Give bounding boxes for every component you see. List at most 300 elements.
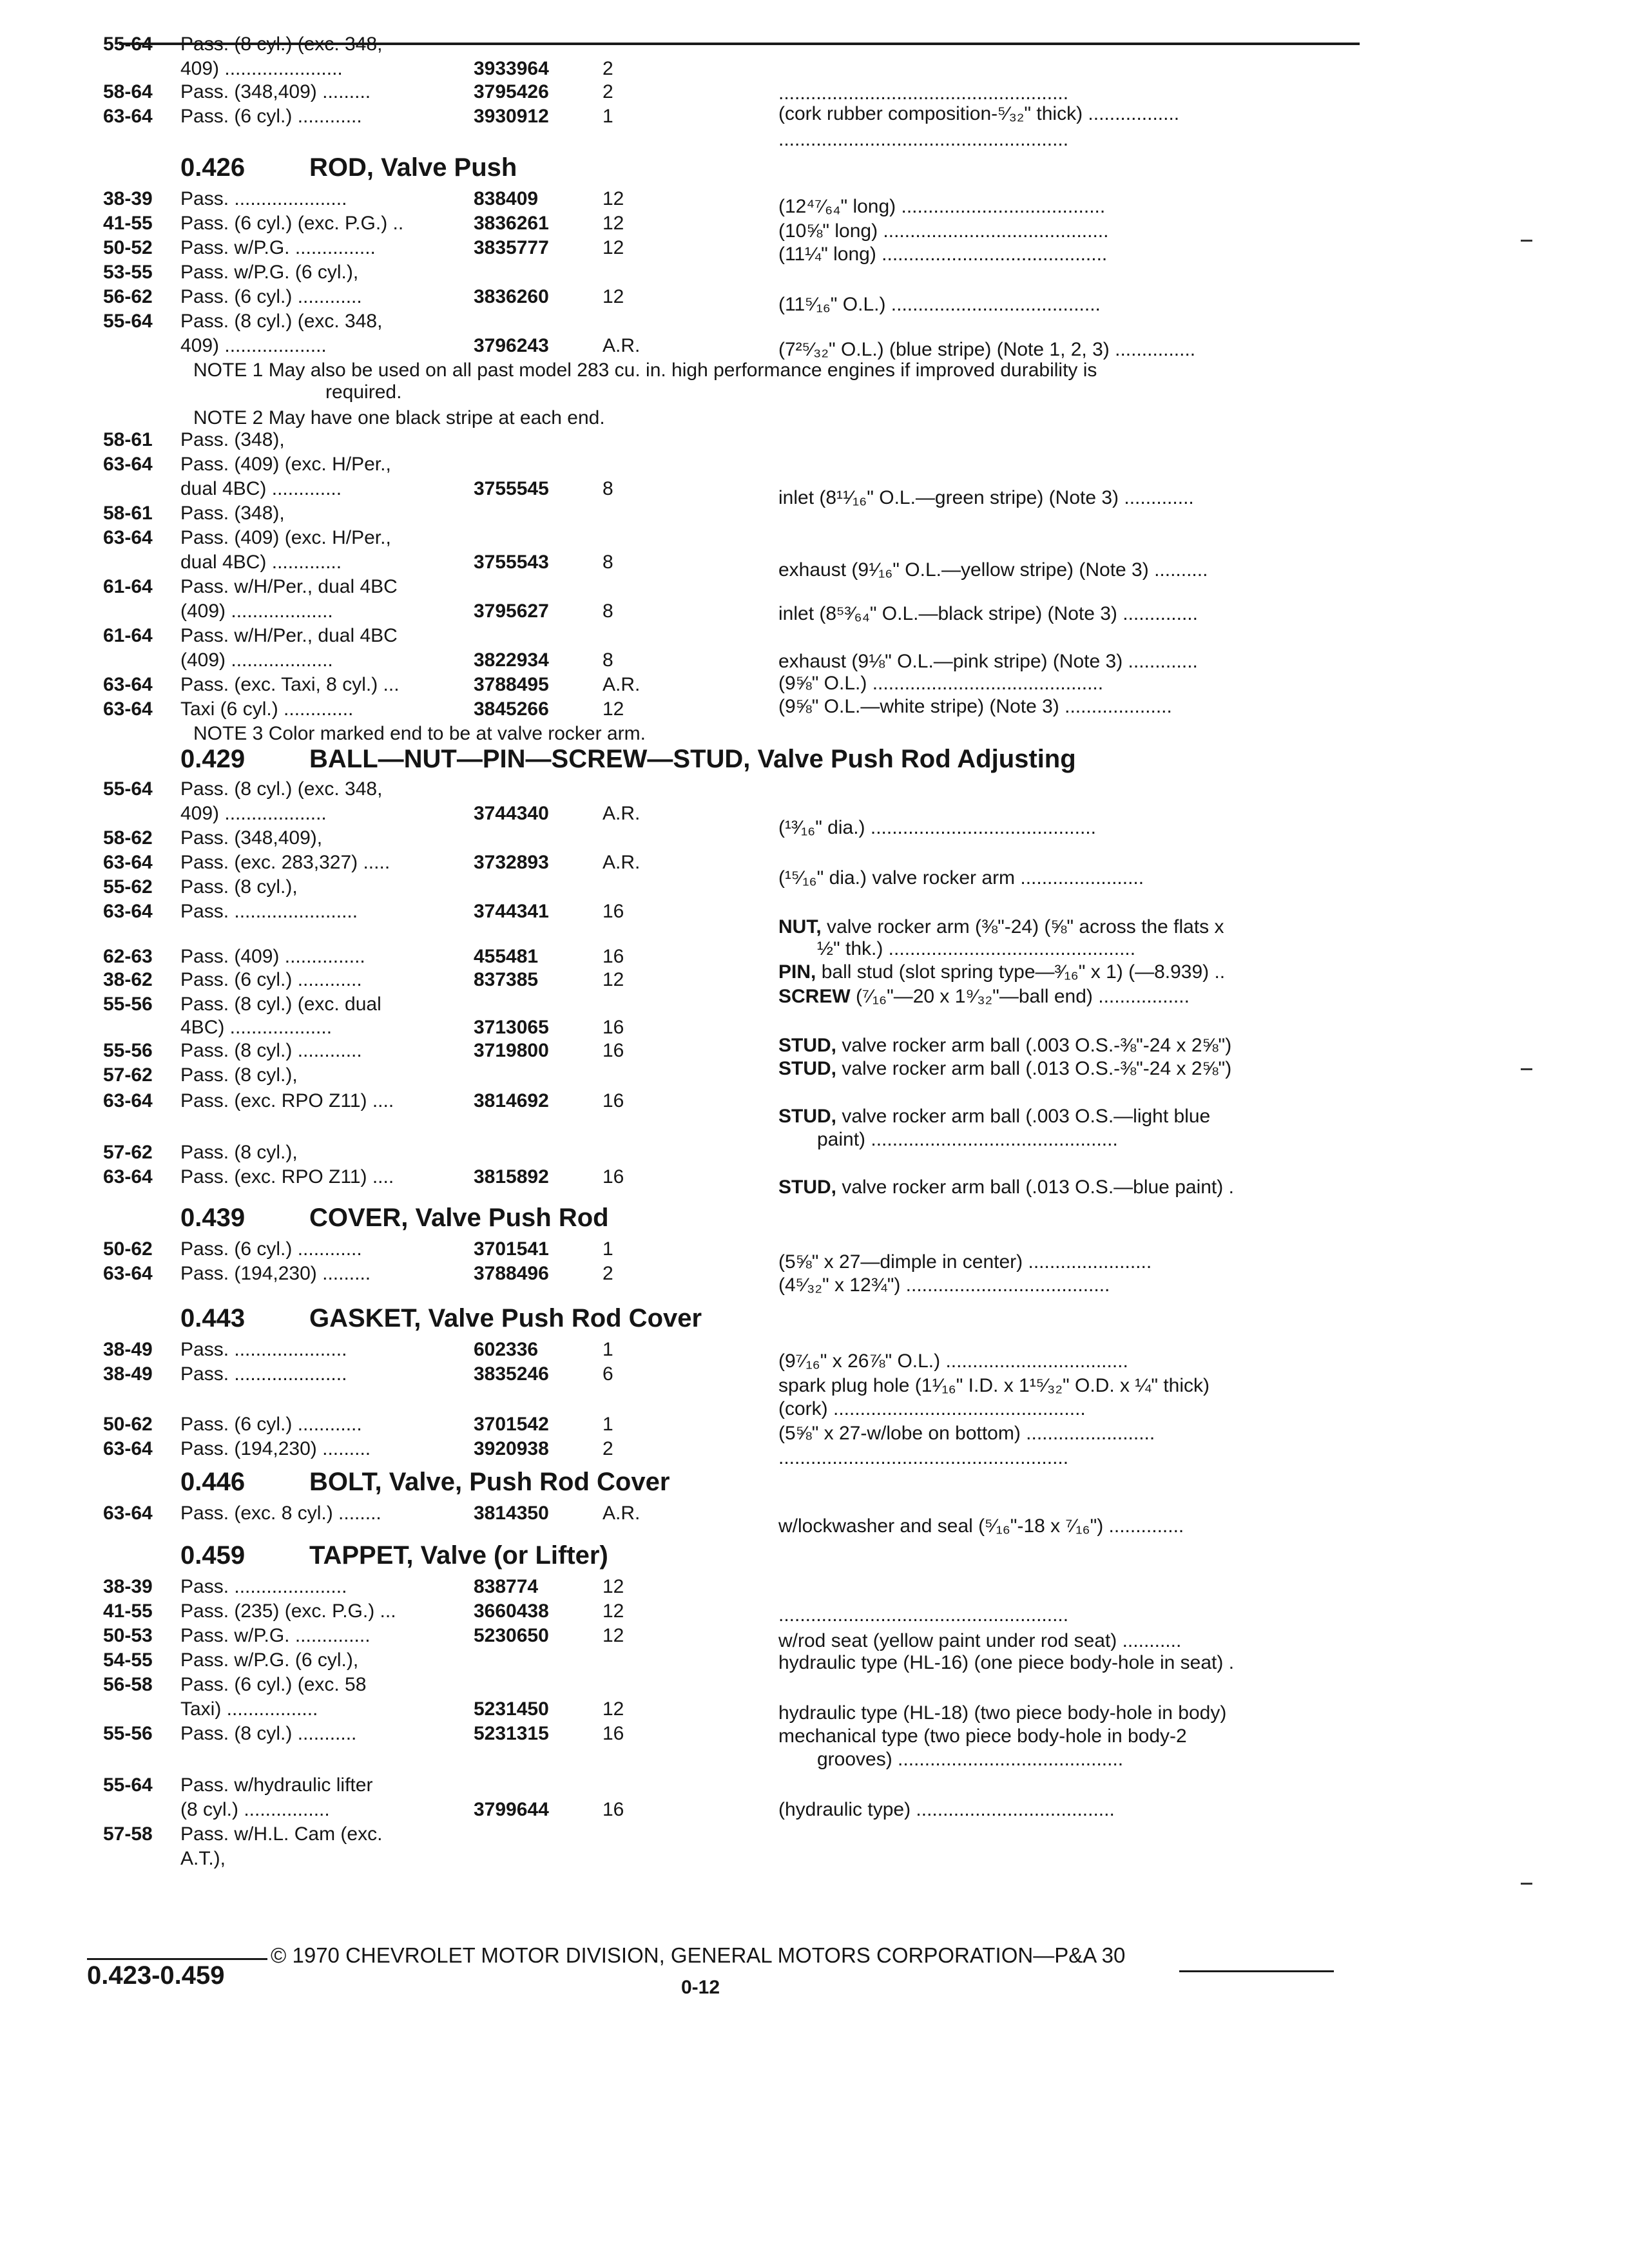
description-line: (5⅝" x 27-w/lobe on bottom) ........................ — [778, 1423, 1155, 1444]
part-number: 3795627 — [474, 601, 549, 622]
parts-row — [103, 1722, 747, 1746]
parts-row — [103, 187, 747, 211]
parts-row — [103, 309, 747, 334]
footer-copyright: © 1970 CHEVROLET MOTOR DIVISION, GENERAL MOTORS CORPORATION—P&A 30 — [271, 1943, 1126, 1967]
parts-row — [103, 1338, 747, 1362]
model-years: 63-64 — [103, 1263, 153, 1284]
section-code: 0.429 — [180, 745, 246, 773]
description-line — [778, 1057, 1231, 1081]
model-description: Pass. (6 cyl.) ............ — [180, 286, 362, 307]
description-keyword: SCREW — [778, 986, 851, 1007]
model-years: 63-64 — [103, 1438, 153, 1459]
quantity: 6 — [602, 1363, 613, 1385]
footer-section-range: 0.423-0.459 — [87, 1961, 225, 1990]
part-number: 602336 — [474, 1339, 539, 1360]
section-code: 0.443 — [180, 1304, 246, 1332]
model-description: Pass. (6 cyl.) (exc. 58 — [180, 1674, 367, 1695]
description-text: ball stud (slot spring type—³⁄₁₆" x 1) (—8.939) .. — [816, 961, 1226, 983]
model-description: Pass. w/P.G. (6 cyl.), — [180, 262, 359, 283]
quantity: 8 — [602, 552, 613, 573]
model-years: 55-64 — [103, 778, 153, 800]
model-years: 50-53 — [103, 1625, 153, 1646]
model-description: Pass. (6 cyl.) ............ — [180, 1414, 362, 1435]
section-heading — [103, 1300, 1327, 1336]
parts-row — [103, 992, 747, 1017]
parts-row — [103, 334, 747, 358]
parts-row — [103, 1237, 747, 1262]
description-line: paint) .............................................. — [817, 1129, 1118, 1150]
model-description: dual 4BC) ............. — [180, 552, 342, 573]
model-years: 57-58 — [103, 1823, 153, 1845]
model-years: 41-55 — [103, 213, 153, 234]
note-text: NOTE 2 May have one black stripe at each end. — [193, 407, 605, 428]
model-years: 63-64 — [103, 674, 153, 695]
parts-row — [103, 1437, 747, 1461]
description-line: inlet (8¹¹⁄₁₆" O.L.—green stripe) (Note 3) ............. — [778, 487, 1194, 508]
model-description: Pass. w/P.G. ............... — [180, 237, 376, 258]
parts-row — [103, 428, 747, 452]
parts-row — [103, 1063, 747, 1088]
quantity: 12 — [602, 237, 624, 258]
part-number: 3701541 — [474, 1238, 549, 1260]
model-years: 38-39 — [103, 188, 153, 209]
part-number: 838409 — [474, 188, 539, 209]
quantity: 16 — [602, 1166, 624, 1187]
quantity: 12 — [602, 286, 624, 307]
description-line: (7²⁵⁄₃₂" O.L.) (blue stripe) (Note 1, 2, 3) ............... — [778, 339, 1196, 360]
parts-row — [103, 899, 747, 924]
model-years: 53-55 — [103, 262, 153, 283]
model-description: Pass. (8 cyl.) (exc. 348, — [180, 34, 383, 55]
model-description: Pass. (348), — [180, 503, 285, 524]
quantity: 8 — [602, 649, 613, 671]
parts-row — [103, 648, 747, 673]
model-years: 38-62 — [103, 969, 153, 990]
model-years: 63-64 — [103, 852, 153, 873]
model-years: 38-49 — [103, 1339, 153, 1360]
parts-row — [103, 452, 747, 477]
parts-row — [103, 945, 747, 969]
quantity: A.R. — [602, 803, 641, 824]
model-years: 55-64 — [103, 311, 153, 332]
parts-row — [103, 599, 747, 624]
model-description: Pass. (8 cyl.), — [180, 1064, 298, 1086]
model-years: 56-58 — [103, 1674, 153, 1695]
parts-row — [103, 1822, 747, 1847]
note-text: required. — [325, 381, 402, 403]
part-number: 3660438 — [474, 1600, 549, 1622]
quantity: 16 — [602, 1090, 624, 1111]
part-number: 3836260 — [474, 286, 549, 307]
model-description: Pass. (8 cyl.), — [180, 1142, 298, 1163]
parts-row — [103, 1039, 747, 1063]
quantity: 16 — [602, 901, 624, 922]
footer-rule-left — [87, 1958, 267, 1960]
model-description: Pass. w/P.G. (6 cyl.), — [180, 1649, 359, 1671]
description-line: (4⁵⁄₃₂" x 12¾") ...................................... — [778, 1274, 1110, 1296]
part-number: 3835777 — [474, 237, 549, 258]
part-number: 455481 — [474, 946, 539, 967]
quantity: A.R. — [602, 1503, 641, 1524]
model-description: Pass. (exc. Taxi, 8 cyl.) ... — [180, 674, 400, 695]
quantity: 12 — [602, 1698, 624, 1720]
part-number: 3814692 — [474, 1090, 549, 1111]
model-description: Pass. (exc. RPO Z11) .... — [180, 1090, 394, 1111]
part-number: 3788495 — [474, 674, 549, 695]
parts-row — [103, 1673, 747, 1697]
part-number: 3822934 — [474, 649, 549, 671]
model-years: 55-56 — [103, 1723, 153, 1744]
model-years: 55-56 — [103, 994, 153, 1015]
parts-row — [103, 1262, 747, 1286]
model-description: Pass. (6 cyl.) (exc. P.G.) .. — [180, 213, 404, 234]
model-years: 63-64 — [103, 1503, 153, 1524]
description-line: (9⁷⁄₁₆" x 26⅞" O.L.) .................................. — [778, 1350, 1128, 1372]
description-keyword: NUT, — [778, 916, 822, 937]
part-number: 3795426 — [474, 81, 549, 102]
description-text: valve rocker arm ball (.013 O.S.—blue paint) . — [836, 1177, 1234, 1198]
description-line: mechanical type (two piece body-hole in body-2 — [778, 1725, 1187, 1747]
quantity: 16 — [602, 946, 624, 967]
model-years: 58-64 — [103, 81, 153, 102]
parts-row — [103, 1015, 747, 1040]
model-description: Pass. (235) (exc. P.G.) ... — [180, 1600, 396, 1622]
part-number: 837385 — [474, 969, 539, 990]
model-description: Pass. (8 cyl.) (exc. dual — [180, 994, 381, 1015]
model-description: Pass. w/hydraulic lifter — [180, 1774, 373, 1796]
model-description: 4BC) ................... — [180, 1017, 333, 1038]
parts-row — [103, 1624, 747, 1648]
model-description: 409) ...................... — [180, 58, 343, 79]
model-years: 63-64 — [103, 1090, 153, 1111]
description-line: (cork rubber composition-⁵⁄₃₂" thick) ................. — [778, 103, 1180, 124]
description-keyword: STUD, — [778, 1058, 836, 1079]
quantity: 16 — [602, 1799, 624, 1820]
model-years: 54-55 — [103, 1649, 153, 1671]
parts-row — [103, 968, 747, 992]
section-heading — [103, 149, 1327, 186]
part-number: 3755543 — [474, 552, 549, 573]
part-number: 3713065 — [474, 1017, 549, 1038]
model-years: 63-64 — [103, 106, 153, 127]
model-years: 58-62 — [103, 827, 153, 849]
quantity: 12 — [602, 698, 624, 720]
quantity: 12 — [602, 213, 624, 234]
part-number: 3744340 — [474, 803, 549, 824]
note-text: NOTE 3 Color marked end to be at valve rocker arm. — [193, 723, 646, 744]
model-description: Pass. (194,230) ......... — [180, 1438, 371, 1459]
description-line — [778, 915, 1224, 939]
description-text: valve rocker arm ball (.003 O.S.—light blue — [836, 1106, 1211, 1127]
description-keyword: STUD, — [778, 1035, 836, 1056]
model-years: 38-39 — [103, 1576, 153, 1597]
description-line: exhaust (9⅛" O.L.—pink stripe) (Note 3) ............. — [778, 651, 1198, 672]
parts-row — [103, 1599, 747, 1624]
model-years: 50-62 — [103, 1414, 153, 1435]
model-years: 38-49 — [103, 1363, 153, 1385]
section-code: 0.439 — [180, 1204, 246, 1232]
model-years: 56-62 — [103, 286, 153, 307]
note-text: NOTE 1 May also be used on all past model 283 cu. in. high performance engines if improved durability is — [193, 360, 1097, 381]
description-line: ...................................................... — [778, 1604, 1069, 1626]
description-text: valve rocker arm (⅜"-24) (⅝" across the flats x — [821, 916, 1224, 937]
quantity: 1 — [602, 1339, 613, 1360]
model-description: Pass. ....................... — [180, 901, 358, 922]
quantity: 8 — [602, 601, 613, 622]
model-description: Pass. (348,409), — [180, 827, 323, 849]
model-years: 61-64 — [103, 576, 153, 597]
part-number: 5230650 — [474, 1625, 549, 1646]
parts-row — [103, 850, 747, 875]
model-years: 57-62 — [103, 1064, 153, 1086]
model-years: 55-62 — [103, 876, 153, 898]
model-description: Pass. ..................... — [180, 188, 347, 209]
model-description: Pass. (194,230) ......... — [180, 1263, 371, 1284]
section-code: 0.426 — [180, 153, 246, 182]
description-line: (cork) ............................................... — [778, 1398, 1086, 1419]
part-number: 838774 — [474, 1576, 539, 1597]
part-number: 3930912 — [474, 106, 549, 127]
model-description: Pass. w/H/Per., dual 4BC — [180, 625, 398, 646]
model-description: Pass. (exc. 8 cyl.) ........ — [180, 1503, 381, 1524]
parts-row — [103, 1798, 747, 1822]
model-description: Pass. (348), — [180, 429, 285, 450]
description-line: (¹⁵⁄₁₆" dia.) valve rocker arm ....................... — [778, 867, 1144, 889]
parts-row — [103, 1648, 747, 1673]
description-line: hydraulic type (HL-18) (two piece body-hole in body) — [778, 1702, 1227, 1724]
model-years: 63-64 — [103, 527, 153, 548]
description-keyword: PIN, — [778, 961, 816, 983]
model-description: 409) ................... — [180, 803, 327, 824]
part-number: 3933964 — [474, 58, 549, 79]
description-line: inlet (8⁵³⁄₆₄" O.L.—black stripe) (Note 3) .............. — [778, 603, 1198, 624]
model-description: Pass. (6 cyl.) ............ — [180, 106, 362, 127]
section-title: ROD, Valve Push — [309, 153, 517, 182]
parts-row — [103, 1140, 747, 1165]
model-description: Pass. (8 cyl.) (exc. 348, — [180, 311, 383, 332]
parts-row — [103, 826, 747, 850]
model-description: Pass. (8 cyl.) ............ — [180, 1040, 362, 1061]
part-number: 3920938 — [474, 1438, 549, 1459]
description-line: exhaust (9¹⁄₁₆" O.L.—yellow stripe) (Note 3) .......... — [778, 559, 1208, 581]
quantity: 2 — [602, 1438, 613, 1459]
quantity: 2 — [602, 81, 613, 102]
parts-row — [103, 875, 747, 899]
section-code: 0.446 — [180, 1468, 246, 1496]
model-description: Pass. w/P.G. .............. — [180, 1625, 371, 1646]
model-description: Pass. (exc. 283,327) ..... — [180, 852, 390, 873]
model-description: Pass. (409) (exc. H/Per., — [180, 527, 391, 548]
part-number: 3796243 — [474, 335, 549, 356]
model-description: A.T.), — [180, 1848, 226, 1869]
section-title: TAPPET, Valve (or Lifter) — [309, 1541, 608, 1570]
description-line: (5⅝" x 27—dimple in center) ....................... — [778, 1251, 1152, 1273]
part-number: 3799644 — [474, 1799, 549, 1820]
model-description: Pass. w/H/Per., dual 4BC — [180, 576, 398, 597]
model-description: Pass. (exc. RPO Z11) .... — [180, 1166, 394, 1187]
section-heading — [103, 741, 1327, 777]
model-years: 63-64 — [103, 901, 153, 922]
quantity: 12 — [602, 969, 624, 990]
quantity: 1 — [602, 106, 613, 127]
description-line — [778, 985, 1190, 1009]
model-years: 41-55 — [103, 1600, 153, 1622]
description-line: (9⅝" O.L.—white stripe) (Note 3) .................... — [778, 696, 1172, 717]
quantity: 1 — [602, 1238, 613, 1260]
part-number: 3815892 — [474, 1166, 549, 1187]
description-keyword: STUD, — [778, 1177, 836, 1198]
model-description: Pass. w/H.L. Cam (exc. — [180, 1823, 383, 1845]
model-description: Pass. (8 cyl.), — [180, 876, 298, 898]
quantity: A.R. — [602, 674, 641, 695]
part-number: 3836261 — [474, 213, 549, 234]
description-line: grooves) .......................................... — [817, 1749, 1124, 1770]
part-number: 3788496 — [474, 1263, 549, 1284]
margin-mark — [1521, 1068, 1532, 1070]
quantity: 16 — [602, 1723, 624, 1744]
model-description: Pass. (8 cyl.) (exc. 348, — [180, 778, 383, 800]
part-number: 5231315 — [474, 1723, 549, 1744]
parts-row — [103, 1697, 747, 1722]
model-years: 61-64 — [103, 625, 153, 646]
model-description: Pass. (6 cyl.) ............ — [180, 969, 362, 990]
description-line — [778, 1104, 1210, 1129]
model-description: (8 cyl.) ................ — [180, 1799, 330, 1820]
part-number: 5231450 — [474, 1698, 549, 1720]
section-code: 0.459 — [180, 1541, 246, 1570]
margin-mark — [1521, 240, 1532, 242]
model-years: 50-52 — [103, 237, 153, 258]
quantity: 2 — [602, 1263, 613, 1284]
parts-row — [103, 32, 747, 57]
quantity: 1 — [602, 1414, 613, 1435]
quantity: 12 — [602, 1576, 624, 1597]
model-description: Pass. (6 cyl.) ............ — [180, 1238, 362, 1260]
parts-row — [103, 1362, 747, 1387]
description-line: w/lockwasher and seal (⁵⁄₁₆"-18 x ⁷⁄₁₆") .............. — [778, 1515, 1184, 1537]
model-years: 58-61 — [103, 429, 153, 450]
parts-row — [103, 260, 747, 285]
part-number: 3701542 — [474, 1414, 549, 1435]
description-text: valve rocker arm ball (.003 O.S.-⅜"-24 x 2⅝") — [836, 1035, 1232, 1056]
parts-row — [103, 1847, 747, 1871]
model-years: 57-62 — [103, 1142, 153, 1163]
model-description: dual 4BC) ............. — [180, 478, 342, 499]
description-keyword: STUD, — [778, 1106, 836, 1127]
description-line: ...................................................... — [778, 1447, 1069, 1468]
part-number: 3732893 — [474, 852, 549, 873]
quantity: 12 — [602, 1600, 624, 1622]
parts-row — [103, 236, 747, 260]
model-years: 63-64 — [103, 698, 153, 720]
model-years: 63-64 — [103, 454, 153, 475]
model-description: Pass. ..................... — [180, 1339, 347, 1360]
footer-page-number: 0-12 — [681, 1977, 720, 1998]
description-line: (¹³⁄₁₆" dia.) .......................................... — [778, 817, 1096, 838]
description-line: w/rod seat (yellow paint under rod seat) ........... — [778, 1630, 1182, 1651]
description-line: hydraulic type (HL-16) (one piece body-hole in seat) . — [778, 1652, 1235, 1673]
description-line: (12⁴⁷⁄₆₄" long) ...................................... — [778, 196, 1106, 217]
parts-row — [103, 673, 747, 697]
model-years: 63-64 — [103, 1166, 153, 1187]
part-number: 3719800 — [474, 1040, 549, 1061]
parts-row — [103, 1575, 747, 1599]
quantity: 2 — [602, 58, 613, 79]
description-line — [778, 1033, 1231, 1058]
parts-row — [103, 285, 747, 309]
parts-row — [103, 1501, 747, 1526]
parts-row — [103, 104, 747, 129]
quantity: 16 — [602, 1040, 624, 1061]
part-number: 3755545 — [474, 478, 549, 499]
model-description: (409) ................... — [180, 601, 333, 622]
model-years: 55-56 — [103, 1040, 153, 1061]
part-number: 3845266 — [474, 698, 549, 720]
quantity: A.R. — [602, 335, 641, 356]
section-title: BALL—NUT—PIN—SCREW—STUD, Valve Push Rod Adjusting — [309, 745, 1076, 773]
description-line: ...................................................... — [778, 129, 1069, 150]
description-line — [778, 960, 1225, 985]
description-line: (11¼" long) .......................................... — [778, 244, 1108, 265]
model-description: Taxi (6 cyl.) ............. — [180, 698, 354, 720]
quantity: 12 — [602, 1625, 624, 1646]
parts-row — [103, 1773, 747, 1798]
parts-row — [103, 1165, 747, 1189]
parts-row — [103, 80, 747, 104]
model-description: Pass. (348,409) ......... — [180, 81, 371, 102]
model-description: Taxi) ................. — [180, 1698, 318, 1720]
model-description: Pass. (8 cyl.) ........... — [180, 1723, 357, 1744]
description-line: (10⅝" long) .......................................... — [778, 220, 1109, 242]
model-description: Pass. (409) (exc. H/Per., — [180, 454, 391, 475]
model-years: 58-61 — [103, 503, 153, 524]
parts-row — [103, 477, 747, 501]
section-heading — [103, 1537, 1327, 1573]
description-text: (⁷⁄₁₆"—20 x 1⁹⁄₃₂"—ball end) ................. — [850, 986, 1190, 1007]
description-line: (9⅝" O.L.) ........................................... — [778, 673, 1104, 694]
parts-row — [103, 1412, 747, 1437]
model-description: Pass. ..................... — [180, 1363, 347, 1385]
description-line: (hydraulic type) ..................................... — [778, 1799, 1115, 1820]
section-heading — [103, 1200, 1327, 1236]
model-years: 50-62 — [103, 1238, 153, 1260]
parts-row — [103, 501, 747, 526]
footer-rule-right — [1179, 1970, 1334, 1972]
model-years: 62-63 — [103, 946, 153, 967]
model-years: 55-64 — [103, 34, 153, 55]
parts-row — [103, 550, 747, 575]
description-line: (11⁵⁄₁₆" O.L.) ....................................... — [778, 294, 1101, 315]
model-description: 409) ................... — [180, 335, 327, 356]
part-number: 3814350 — [474, 1503, 549, 1524]
section-title: GASKET, Valve Push Rod Cover — [309, 1304, 702, 1332]
part-number: 3835246 — [474, 1363, 549, 1385]
quantity: 16 — [602, 1017, 624, 1038]
section-title: BOLT, Valve, Push Rod Cover — [309, 1468, 670, 1496]
margin-mark — [1521, 1883, 1532, 1885]
description-line — [778, 1175, 1234, 1200]
parts-row — [103, 211, 747, 236]
description-line: ...................................................... — [778, 82, 1069, 104]
model-description: Pass. ..................... — [180, 1576, 347, 1597]
description-line: ½" thk.) .............................................. — [817, 938, 1136, 959]
model-years: 55-64 — [103, 1774, 153, 1796]
quantity: 12 — [602, 188, 624, 209]
parts-row — [103, 57, 747, 81]
quantity: 8 — [602, 478, 613, 499]
description-line: spark plug hole (1¹⁄₁₆" I.D. x 1¹⁵⁄₃₂" O.D. x ¼" thick) — [778, 1375, 1210, 1396]
section-title: COVER, Valve Push Rod — [309, 1204, 609, 1232]
